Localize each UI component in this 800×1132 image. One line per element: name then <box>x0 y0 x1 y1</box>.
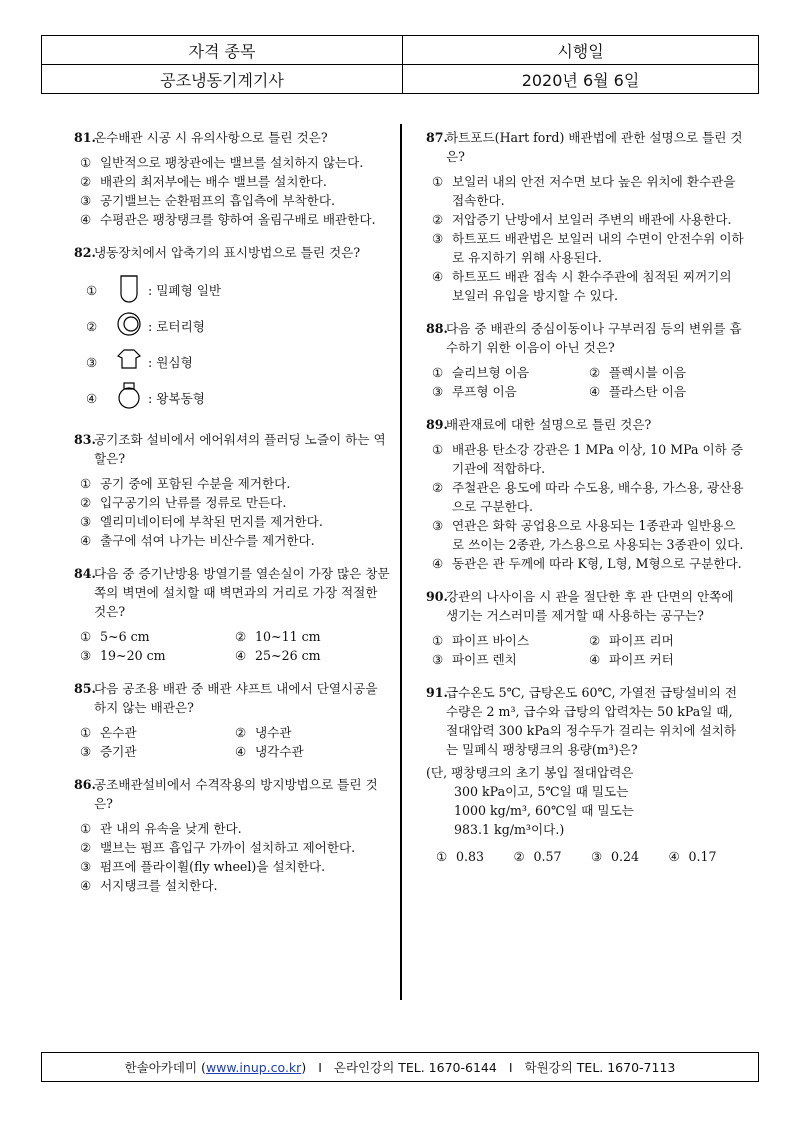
option-number: ② <box>86 318 98 334</box>
question-number: 87. <box>426 130 448 145</box>
option-number: ④ <box>80 878 92 893</box>
option-text: 출구에 섞여 나가는 비산수를 제거한다. <box>100 533 315 548</box>
option-number: ④ <box>668 849 680 864</box>
question-number: 91. <box>426 685 448 700</box>
option-number: ② <box>80 840 92 855</box>
option-number: ④ <box>235 648 247 663</box>
answer-option <box>589 631 746 650</box>
option-text: 배관용 탄소강 강관은 1 MPa 이상, 10 MPa 이하 증기관에 적합하다. <box>452 442 744 476</box>
question-number: 83. <box>74 432 96 447</box>
answer-option <box>589 650 746 669</box>
option-text: 슬리브형 이음 <box>452 365 529 380</box>
option-text: 공기 중에 포함된 수분을 제거한다. <box>100 476 291 491</box>
question-83 <box>74 430 390 550</box>
question-number: 88. <box>426 321 448 336</box>
option-number: ③ <box>432 384 444 399</box>
option-text: 연관은 화학 공업용으로 사용되는 1종관과 일반용으로 쓰이는 2종관, 가스용으로 사용되는 3종관이 있다. <box>452 518 744 552</box>
answer-option <box>80 627 235 646</box>
option-number: ③ <box>86 354 98 370</box>
question-number: 82. <box>74 245 96 260</box>
option-text: 0.57 <box>533 849 562 864</box>
option-number: ④ <box>432 556 444 571</box>
option-text: 증기관 <box>100 744 137 759</box>
option-number: ② <box>432 212 444 227</box>
option-number: ① <box>436 849 448 864</box>
answer-option <box>80 531 390 550</box>
option-number: ③ <box>80 193 92 208</box>
answer-option <box>235 723 390 742</box>
answer-option <box>235 646 390 665</box>
option-text: 냉각수관 <box>255 744 304 759</box>
question-text: 다음 중 배관의 중심이동이나 구부러짐 등의 변위를 흡수하기 위한 이음이 아닌 것은? <box>446 321 742 355</box>
question-note <box>426 763 746 839</box>
answer-option <box>432 631 589 650</box>
option-text: 5~6 cm <box>100 629 150 644</box>
answer-option <box>589 363 746 382</box>
question-89 <box>426 415 746 573</box>
question-text: 강관의 나사이음 시 관을 절단한 후 관 단면의 안쪽에 생기는 거스러미를 제거할 때 사용하는 공구는? <box>446 589 734 623</box>
option-number: ② <box>235 725 247 740</box>
option-text: 19~20 cm <box>100 648 166 663</box>
footer-academy: 한솔아카데미 <box>124 1060 198 1075</box>
option-number: ① <box>86 282 98 298</box>
question-number: 90. <box>426 589 448 604</box>
option-text: 10~11 cm <box>255 629 321 644</box>
answer-option <box>80 646 235 665</box>
question-text: 온수배관 시공 시 유의사항으로 틀린 것은? <box>94 130 328 145</box>
question-number: 81. <box>74 130 96 145</box>
option-text: 엘리미네이터에 부착된 먼지를 제거한다. <box>100 514 323 529</box>
page-footer: 한솔아카데미 ( www.inup.co.kr ) I 온라인강의 TEL. 1670-6144 I 학원강의 TEL. 1670-7113 <box>41 1052 759 1082</box>
option-text: 0.17 <box>688 849 717 864</box>
question-text: 하트포드(Hart ford) 배관법에 관한 설명으로 틀린 것은? <box>446 130 743 164</box>
option-number: ③ <box>432 518 444 533</box>
option-number: ② <box>80 174 92 189</box>
option-number: ① <box>80 821 92 836</box>
question-84 <box>74 564 390 665</box>
option-number: ③ <box>432 231 444 246</box>
answer-option <box>432 267 746 305</box>
option-text: 저압증기 난방에서 보일러 주변의 배관에 사용한다. <box>452 212 732 227</box>
option-number: ② <box>432 480 444 495</box>
answer-option <box>432 440 746 478</box>
answer-option <box>591 847 669 866</box>
answer-option <box>80 819 390 838</box>
option-text: : 원심형 <box>148 354 193 370</box>
question-number: 89. <box>426 417 448 432</box>
answer-option <box>80 723 235 742</box>
option-text: 0.24 <box>611 849 640 864</box>
left-column <box>74 128 390 909</box>
question-88 <box>426 319 746 401</box>
option-text: : 밀폐형 일반 <box>148 282 222 298</box>
answer-option <box>80 876 390 895</box>
answer-option <box>80 191 390 210</box>
answer-option <box>432 478 746 516</box>
answer-option <box>514 847 592 866</box>
option-number: ① <box>432 365 444 380</box>
question-number: 86. <box>74 777 96 792</box>
option-number: ② <box>589 633 601 648</box>
option-text: : 로터리형 <box>148 318 205 334</box>
option-number: ④ <box>86 390 98 406</box>
option-number: ① <box>80 725 92 740</box>
answer-option <box>235 742 390 761</box>
option-number: ③ <box>432 652 444 667</box>
option-number: ① <box>80 155 92 170</box>
option-number: ① <box>432 442 444 457</box>
answer-option <box>589 382 746 401</box>
answer-option <box>432 516 746 554</box>
option-text: 파이프 바이스 <box>452 633 529 648</box>
option-text: 파이프 커터 <box>609 652 674 667</box>
question-number: 84. <box>74 566 96 581</box>
option-number: ③ <box>80 648 92 663</box>
option-text: 플라스탄 이음 <box>609 384 686 399</box>
subject-label: 자격 종목 <box>42 36 403 64</box>
question-87 <box>426 128 746 305</box>
option-text: 파이프 리머 <box>609 633 674 648</box>
answer-option <box>669 847 747 866</box>
option-text: 입구공기의 난류를 정류로 만든다. <box>100 495 287 510</box>
answer-option <box>80 512 390 531</box>
option-number: ② <box>589 365 601 380</box>
option-text: : 왕복동형 <box>148 390 205 406</box>
question-86 <box>74 775 390 895</box>
question-number: 85. <box>74 681 96 696</box>
question-85 <box>74 679 390 761</box>
answer-option <box>80 857 390 876</box>
answer-option <box>80 742 235 761</box>
option-text: 공기밸브는 순환펌프의 흡입측에 부착한다. <box>100 193 335 208</box>
question-text: 다음 중 증기난방용 방열기를 열손실이 가장 많은 창문 쪽의 벽면에 설치할 때 벽면과의 거리로 가장 적절한 것은? <box>94 566 390 619</box>
option-number: ① <box>80 476 92 491</box>
reciprocating-compressor-icon <box>114 380 148 417</box>
option-number: ④ <box>589 652 601 667</box>
option-number: ① <box>432 174 444 189</box>
question-81 <box>74 128 390 229</box>
question-text: 급수온도 5℃, 급탕온도 60℃, 가열전 급탕설비의 전수량은 2 m³, 급수와 급탕의 압력차는 50 kPa일 때, 절대압력 300 kPa의 정수두가 걸리는 위치에 설치하는 밀폐식 팽창탱크의 용량(m³)은? <box>446 685 738 757</box>
option-text: 25~26 cm <box>255 648 321 663</box>
note-line: 1000 kg/m³, 60℃일 때 밀도는 <box>454 803 634 818</box>
answer-option <box>80 153 390 172</box>
answer-option <box>432 229 746 267</box>
question-91 <box>426 683 746 866</box>
option-number: ① <box>80 629 92 644</box>
option-text: 루프형 이음 <box>452 384 517 399</box>
question-text: 냉동장치에서 압축기의 표시방법으로 틀린 것은? <box>94 245 361 260</box>
option-text: 파이프 렌치 <box>452 652 517 667</box>
option-number: ② <box>513 849 525 864</box>
option-number: ④ <box>432 269 444 284</box>
column-divider <box>400 124 402 1000</box>
answer-option <box>432 172 746 210</box>
subject-value: 공조냉동기계기사 <box>42 65 403 93</box>
option-text: 일반적으로 팽창관에는 밸브를 설치하지 않는다. <box>100 155 364 170</box>
option-text: 수평관은 팽창탱크를 향하여 올림구배로 배관한다. <box>100 212 376 227</box>
answer-option <box>80 308 390 344</box>
option-number: ③ <box>591 849 603 864</box>
note-line: (단, 팽창탱크의 초기 봉입 절대압력은 <box>426 765 634 780</box>
question-text: 공조배관설비에서 수격작용의 방지방법으로 틀린 것은? <box>94 777 378 811</box>
centrifugal-compressor-icon <box>114 344 148 381</box>
answer-option <box>432 650 589 669</box>
footer-offline: 학원강의 TEL. 1670-7113 <box>524 1060 676 1075</box>
option-number: ① <box>432 633 444 648</box>
exam-header-table <box>41 35 759 94</box>
option-number: ④ <box>235 744 247 759</box>
option-number: ② <box>80 495 92 510</box>
option-text: 0.83 <box>456 849 485 864</box>
answer-option <box>80 172 390 191</box>
answer-option <box>432 382 589 401</box>
footer-separator: I <box>508 1059 513 1075</box>
date-label: 시행일 <box>557 41 604 61</box>
option-text: 하트포드 배관법은 보일러 내의 수면이 안전수위 이하로 유지하기 위해 사용된다. <box>452 231 744 265</box>
question-text: 공기조화 설비에서 에어워셔의 플러딩 노즐이 하는 역할은? <box>94 432 386 466</box>
note-line: 983.1 kg/m³이다.) <box>454 822 565 837</box>
hermetic-compressor-icon <box>114 272 148 309</box>
option-text: 관 내의 유속을 낮게 한다. <box>100 821 242 836</box>
date-value: 2020년 6월 6일 <box>521 70 640 90</box>
question-90 <box>426 587 746 669</box>
option-number: ④ <box>589 384 601 399</box>
answer-option <box>432 363 589 382</box>
rotary-compressor-icon <box>114 308 148 345</box>
answer-option <box>436 847 514 866</box>
option-number: ③ <box>80 859 92 874</box>
option-text: 보일러 내의 안전 저수면 보다 높은 위치에 환수관을 접속한다. <box>452 174 736 208</box>
option-text: 펌프에 플라이휠(fly wheel)을 설치한다. <box>100 859 326 874</box>
question-text: 배관재료에 대한 설명으로 틀린 것은? <box>446 417 652 432</box>
option-number: ③ <box>80 514 92 529</box>
option-text: 플렉시블 이음 <box>609 365 686 380</box>
answer-option <box>432 210 746 229</box>
option-text: 배관의 최저부에는 배수 밸브를 설치한다. <box>100 174 327 189</box>
option-number: ② <box>235 629 247 644</box>
answer-option <box>80 493 390 512</box>
answer-option <box>80 380 390 416</box>
footer-online: 온라인강의 TEL. 1670-6144 <box>333 1060 497 1075</box>
answer-option <box>432 554 746 573</box>
answer-option <box>80 344 390 380</box>
answer-option <box>235 627 390 646</box>
answer-option <box>80 210 390 229</box>
answer-option <box>80 272 390 308</box>
option-number: ④ <box>80 212 92 227</box>
footer-separator: I <box>318 1059 322 1075</box>
question-text: 다음 공조용 배관 중 배관 샤프트 내에서 단열시공을 하지 않는 배관은? <box>94 681 378 715</box>
answer-option <box>80 838 390 857</box>
option-text: 동관은 관 두께에 따라 K형, L형, M형으로 구분한다. <box>452 556 742 571</box>
answer-option <box>80 474 390 493</box>
option-number: ③ <box>80 744 92 759</box>
option-text: 밸브는 펌프 흡입구 가까이 설치하고 제어한다. <box>100 840 356 855</box>
right-column <box>426 128 746 880</box>
question-82 <box>74 243 390 416</box>
option-text: 냉수관 <box>255 725 292 740</box>
note-line: 300 kPa이고, 5℃일 때 밀도는 <box>454 784 629 799</box>
option-text: 주철관은 용도에 따라 수도용, 배수용, 가스용, 광산용으로 구분한다. <box>452 480 744 514</box>
option-text: 하트포드 배관 접속 시 환수주관에 침적된 찌꺼기의 보일러 유입을 방지할 수 있다. <box>452 269 732 303</box>
option-text: 온수관 <box>100 725 137 740</box>
option-text: 서지탱크를 설치한다. <box>100 878 218 893</box>
option-number: ④ <box>80 533 92 548</box>
footer-url-link[interactable]: www.inup.co.kr <box>205 1059 302 1075</box>
